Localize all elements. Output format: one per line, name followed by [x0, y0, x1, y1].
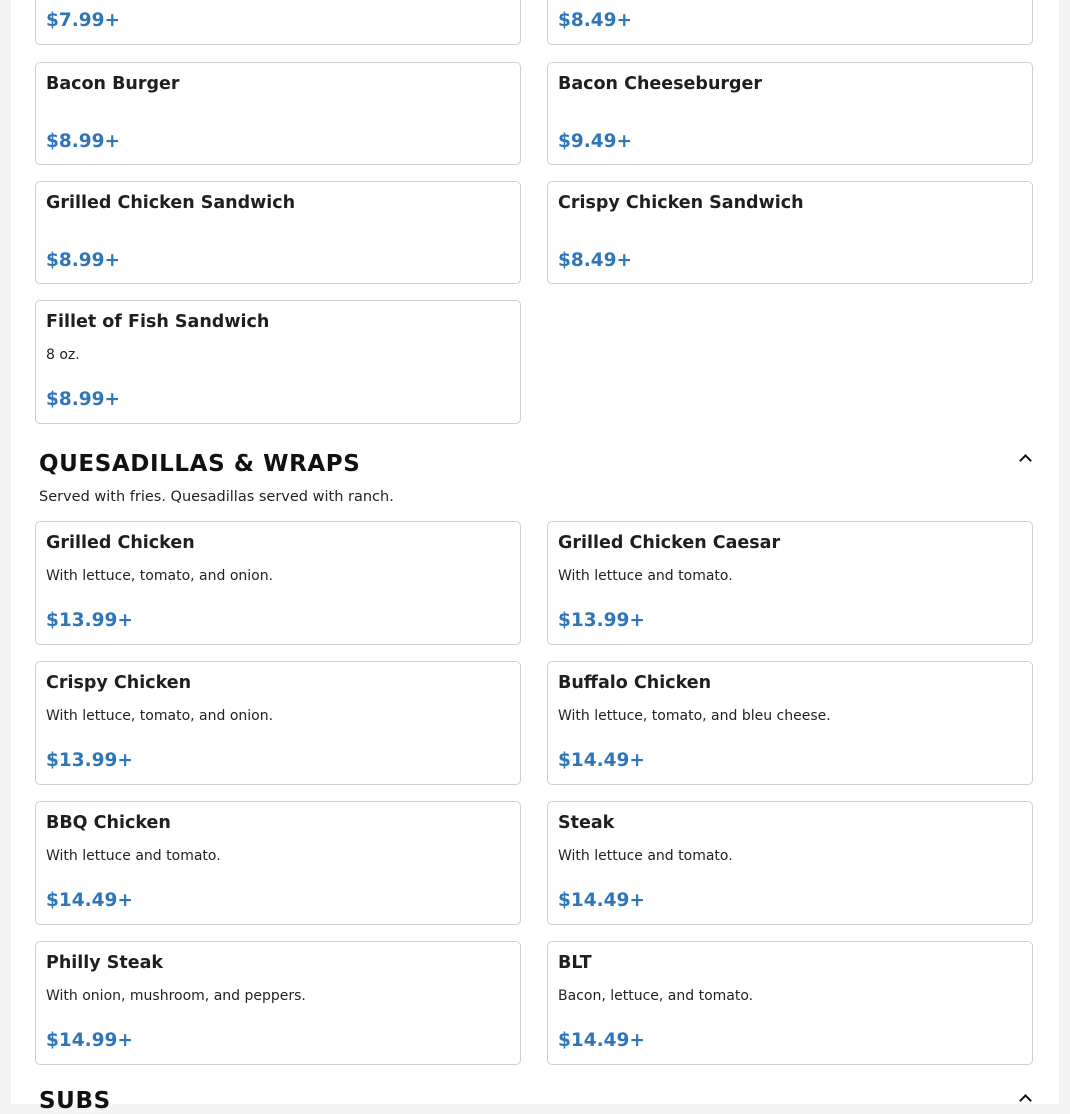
section-title: SUBS	[39, 1088, 111, 1114]
menu-item-name: Fillet of Fish Sandwich	[46, 312, 270, 332]
menu-item-card[interactable]	[547, 661, 1033, 785]
menu-item-card[interactable]	[35, 0, 521, 45]
menu-item-description: With lettuce and tomato.	[558, 848, 733, 864]
menu-item-description: 8 oz.	[46, 347, 80, 363]
menu-item-description: With lettuce and tomato.	[558, 568, 733, 584]
menu-item-description: With lettuce, tomato, and onion.	[46, 568, 274, 584]
menu-item-price: $9.49+	[558, 131, 633, 152]
menu-item-price: $14.49+	[558, 1030, 645, 1051]
menu-item-description: With lettuce, tomato, and onion.	[46, 708, 274, 724]
menu-item-card[interactable]	[35, 941, 521, 1065]
menu-item-description: With lettuce and tomato.	[46, 848, 221, 864]
menu-item-card[interactable]	[547, 801, 1033, 925]
menu-item-price: $8.99+	[46, 131, 121, 152]
menu-item-card[interactable]	[35, 801, 521, 925]
menu-item-price: $8.49+	[558, 250, 633, 271]
menu-item-price: $13.99+	[558, 610, 645, 631]
menu-item-name: Crispy Chicken Sandwich	[558, 193, 804, 213]
menu-item-price: $7.99+	[46, 10, 121, 31]
menu-item-card[interactable]	[547, 62, 1033, 165]
menu-item-card[interactable]	[547, 181, 1033, 284]
menu-item-price: $14.49+	[46, 890, 133, 911]
menu-item-card[interactable]	[35, 661, 521, 785]
menu-item-name: BLT	[558, 953, 592, 973]
menu-item-name: Bacon Cheeseburger	[558, 74, 763, 94]
menu-item-card[interactable]	[35, 300, 521, 424]
menu-item-price: $8.99+	[46, 250, 121, 271]
menu-item-price: $13.99+	[46, 610, 133, 631]
menu-item-name: Philly Steak	[46, 953, 164, 973]
menu-item-name: BBQ Chicken	[46, 813, 171, 833]
menu-item-price: $8.49+	[558, 10, 633, 31]
menu-item-name: Steak	[558, 813, 615, 833]
menu-item-card[interactable]	[35, 62, 521, 165]
menu-page	[11, 0, 1059, 1114]
menu-item-card[interactable]	[35, 521, 521, 645]
menu-item-description: With onion, mushroom, and peppers.	[46, 988, 306, 1004]
menu-item-card[interactable]	[547, 521, 1033, 645]
menu-item-name: Grilled Chicken Caesar	[558, 533, 781, 553]
menu-item-name: Grilled Chicken	[46, 533, 195, 553]
section-subtitle: Served with fries. Quesadillas served with ranch.	[39, 489, 394, 505]
section-title: QUESADILLAS & WRAPS	[39, 451, 361, 477]
menu-item-card[interactable]	[35, 181, 521, 284]
menu-item-price: $13.99+	[46, 750, 133, 771]
menu-item-name: Buffalo Chicken	[558, 673, 712, 693]
menu-item-price: $14.49+	[558, 750, 645, 771]
menu-item-card[interactable]	[547, 941, 1033, 1065]
menu-item-description: Bacon, lettuce, and tomato.	[558, 988, 754, 1004]
chevron-up-icon[interactable]	[1015, 1088, 1035, 1108]
menu-item-price: $8.99+	[46, 389, 121, 410]
chevron-up-icon[interactable]	[1015, 448, 1035, 468]
menu-item-card[interactable]	[547, 0, 1033, 45]
menu-item-name: Grilled Chicken Sandwich	[46, 193, 296, 213]
menu-item-name: Crispy Chicken	[46, 673, 192, 693]
menu-item-price: $14.49+	[558, 890, 645, 911]
menu-item-description: With lettuce, tomato, and bleu cheese.	[558, 708, 831, 724]
menu-item-price: $14.99+	[46, 1030, 133, 1051]
menu-item-name: Bacon Burger	[46, 74, 180, 94]
